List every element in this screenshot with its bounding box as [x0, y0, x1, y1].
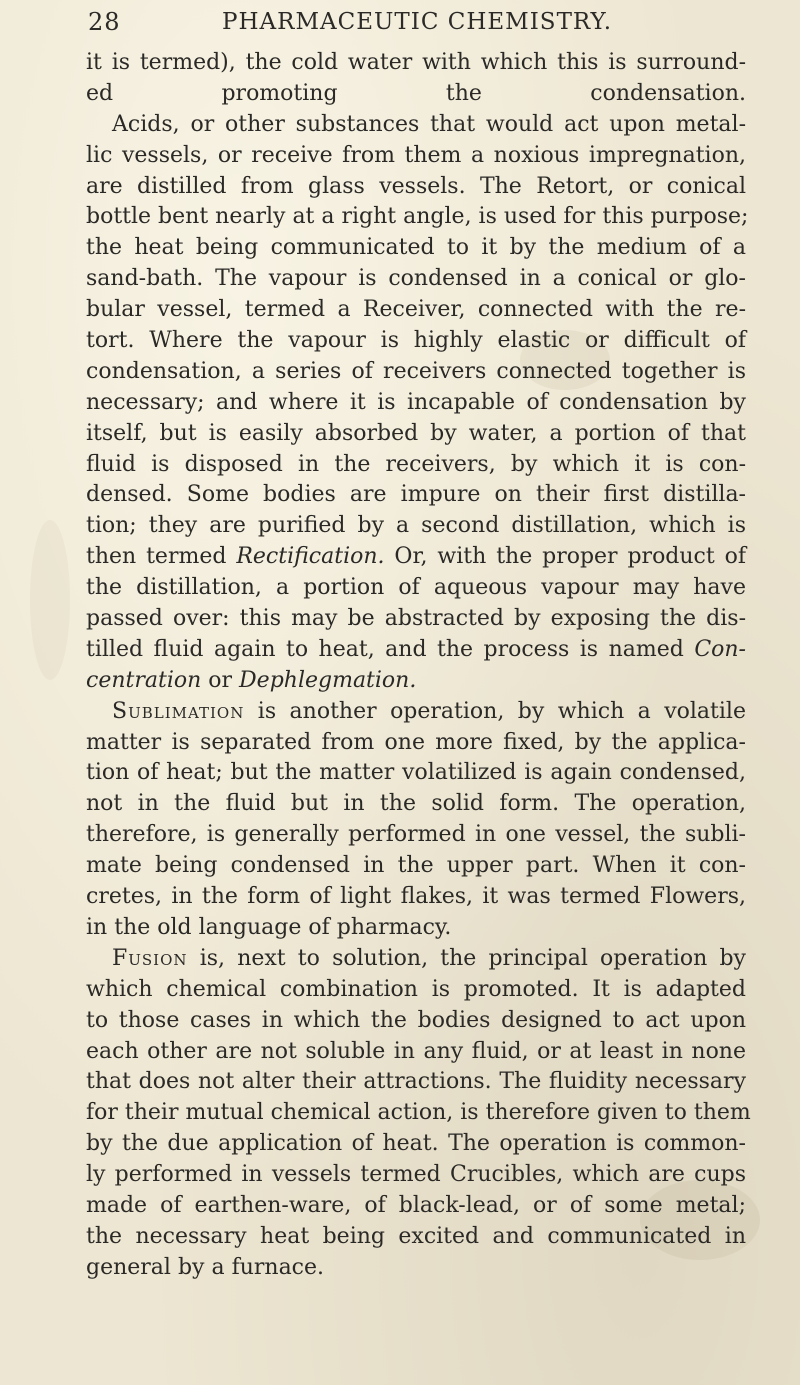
text-run: sand-bath. The vapour is condensed in a conical or glo- — [86, 266, 746, 292]
text-run: densed. Some bodies are impure on their first distilla- — [86, 482, 746, 508]
text-line — [86, 820, 746, 851]
text-run: Or, with the proper product of — [384, 544, 746, 570]
text-line — [86, 573, 746, 604]
text-run: cretes, in the form of light flakes, it was termed Flowers, — [86, 884, 746, 910]
text-run: tion of heat; but the matter volatilized is again condensed, — [86, 760, 746, 786]
text-line — [86, 388, 746, 419]
text-run: lic vessels, or receive from them a noxious impregnation, — [86, 142, 746, 168]
text-run: in the old language of pharmacy. — [86, 914, 452, 940]
text-run: by the due application of heat. The operation is common- — [86, 1131, 746, 1157]
text-line — [86, 789, 746, 820]
text-line — [86, 295, 746, 326]
text-line — [86, 450, 746, 481]
text-line — [86, 604, 746, 635]
body-text — [86, 48, 751, 1284]
text-run: the distillation, a portion of aqueous vapour may have — [86, 575, 746, 601]
text-line — [86, 1253, 746, 1284]
text-line — [86, 48, 746, 79]
text-line — [86, 202, 749, 233]
text-run: made of earthen-ware, of black-lead, or of some metal; — [86, 1192, 746, 1218]
running-head: PHARMACEUTIC CHEMISTRY. — [222, 9, 613, 35]
text-line — [86, 1222, 746, 1253]
text-line — [86, 419, 746, 450]
text-run: or — [201, 667, 240, 693]
text-run: not in the fluid but in the solid form. The operation, — [86, 791, 746, 817]
text-line — [86, 110, 746, 141]
text-line — [86, 172, 746, 203]
page-number: 28 — [88, 8, 121, 36]
text-run: therefore, is generally performed in one vessel, the subli- — [86, 822, 746, 848]
text-line — [86, 1067, 746, 1098]
text-line — [86, 1191, 746, 1222]
text-run: then termed — [86, 544, 237, 570]
text-line — [86, 975, 746, 1006]
text-run: for their mutual chemical action, is therefore given to them — [86, 1100, 751, 1126]
page-header — [0, 0, 800, 46]
text-line — [86, 79, 746, 110]
text-line — [86, 666, 746, 697]
text-line — [86, 141, 746, 172]
italic-term: centration — [86, 667, 202, 693]
italic-term: Rectification. — [236, 544, 385, 570]
text-line — [86, 728, 746, 759]
text-run: mate being condensed in the upper part. When it con- — [86, 853, 746, 879]
text-line — [86, 480, 746, 511]
text-run: to those cases in which the bodies designed to act upon — [86, 1007, 746, 1033]
text-line — [86, 913, 746, 944]
text-line — [86, 944, 746, 975]
text-run: matter is separated from one more fixed, by the applica- — [86, 729, 746, 755]
text-run: fluid is disposed in the receivers, by which it is con- — [86, 451, 746, 477]
text-run: ed promoting the condensation. — [86, 80, 746, 106]
text-line — [86, 1037, 746, 1068]
text-run: the necessary heat being excited and communicated in — [86, 1223, 746, 1249]
text-run: is another operation, by which a volatile — [244, 698, 746, 724]
section-term: Fusion — [112, 945, 188, 971]
text-run: ly performed in vessels termed Crucibles, which are cups — [86, 1162, 746, 1188]
text-run: it is termed), the cold water with which this is surround- — [86, 50, 746, 75]
italic-term: Dephlegmation. — [239, 667, 417, 693]
text-line — [86, 758, 746, 789]
text-run: tilled fluid again to heat, and the process is named — [86, 636, 695, 662]
text-line — [86, 882, 746, 913]
text-run: general by a furnace. — [86, 1254, 325, 1280]
text-line — [86, 233, 746, 264]
text-run: each other are not soluble in any fluid, or at least in none — [86, 1038, 746, 1064]
text-run: itself, but is easily absorbed by water, a portion of that — [86, 420, 746, 446]
italic-term: Con- — [694, 636, 746, 662]
text-line — [86, 326, 746, 357]
text-run: bottle bent nearly at a right angle, is used for this purpose; — [86, 204, 749, 230]
text-line — [86, 264, 746, 295]
text-run: are distilled from glass vessels. The Retort, or conical — [86, 173, 746, 199]
text-run: that does not alter their attractions. The fluidity necessary — [86, 1069, 746, 1095]
text-run: which chemical combination is promoted. It is adapted — [86, 976, 746, 1002]
text-run: Acids, or other substances that would act upon metal- — [112, 111, 746, 137]
text-line — [86, 511, 746, 542]
text-run: the heat being communicated to it by the medium of a — [86, 235, 746, 261]
text-line — [86, 635, 746, 666]
text-line — [86, 357, 746, 388]
text-run: tort. Where the vapour is highly elastic or difficult of — [86, 328, 746, 354]
text-run: necessary; and where it is incapable of condensation by — [86, 389, 746, 415]
text-line — [86, 1129, 746, 1160]
paper-stain — [30, 520, 70, 680]
text-line — [86, 851, 746, 882]
text-line — [86, 1006, 746, 1037]
text-run: passed over: this may be abstracted by exposing the dis- — [86, 606, 746, 632]
section-term: Sublimation — [112, 698, 245, 724]
text-run: bular vessel, termed a Receiver, connected with the re- — [86, 297, 746, 323]
text-line — [86, 697, 746, 728]
text-run: is, next to solution, the principal operation by — [187, 945, 746, 971]
text-line — [86, 1098, 751, 1129]
text-line — [86, 542, 746, 573]
text-run: condensation, a series of receivers connected together is — [86, 358, 746, 384]
text-line — [86, 1160, 746, 1191]
text-run: tion; they are purified by a second distillation, which is — [86, 513, 746, 539]
